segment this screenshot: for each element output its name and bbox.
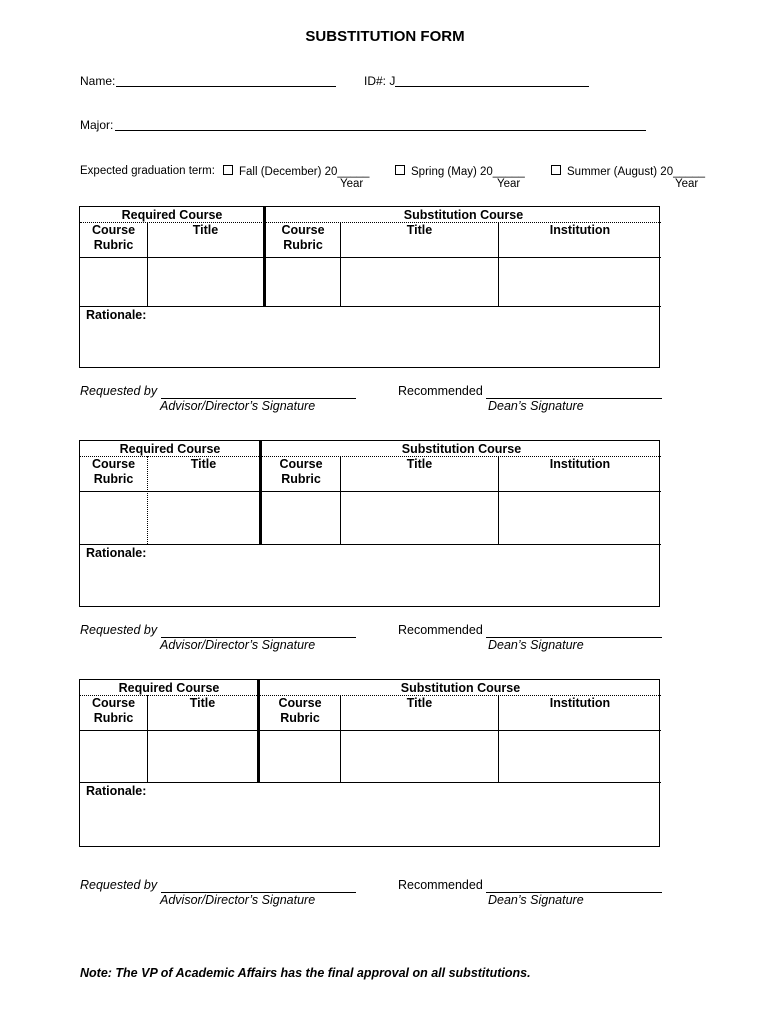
required-rubric-header: Course Rubric (91, 457, 136, 486)
term-fall-label: Fall (December) 20_____ (239, 166, 370, 178)
required-course-header: Required Course (118, 681, 220, 695)
summer-checkbox[interactable] (551, 165, 561, 175)
required-title-header: Title (189, 696, 216, 710)
course-table (79, 679, 660, 847)
advisor-signature-caption: Advisor/Director’s Signature (160, 399, 316, 413)
major-field[interactable] (115, 130, 646, 131)
required-title-header: Title (192, 223, 219, 237)
term-spring[interactable] (395, 165, 525, 178)
required-rubric-header: Course Rubric (91, 223, 136, 252)
advisor-signature-caption: Advisor/Director’s Signature (160, 893, 316, 907)
id-label: ID#: J (364, 74, 396, 88)
substitution-course-header: Substitution Course (401, 442, 522, 456)
recommended-label: Recommended (398, 623, 483, 637)
dean-signature-caption: Dean’s Signature (488, 893, 584, 907)
rationale-label: Rationale: (86, 784, 147, 798)
recommended-label: Recommended (398, 384, 483, 398)
substitution-rubric-header: Course Rubric (278, 696, 322, 725)
substitution-course-header: Substitution Course (403, 208, 524, 222)
substitution-institution-header: Institution (549, 696, 611, 710)
id-field[interactable] (395, 86, 589, 87)
required-rubric-header: Course Rubric (91, 696, 136, 725)
major-label: Major: (80, 118, 114, 132)
term-summer-label: Summer (August) 20_____ (567, 166, 706, 178)
term-summer[interactable] (551, 165, 705, 178)
term-fall[interactable] (223, 165, 369, 178)
course-table (79, 206, 660, 368)
required-title-header: Title (190, 457, 217, 471)
rationale-label: Rationale: (86, 308, 147, 322)
substitution-title-header: Title (406, 457, 433, 471)
requested-by-label: Requested by (80, 878, 158, 892)
name-field[interactable] (116, 86, 336, 87)
substitution-title-header: Title (406, 223, 433, 237)
advisor-signature-caption: Advisor/Director’s Signature (160, 638, 316, 652)
term-spring-year: Year (497, 178, 521, 190)
term-spring-label: Spring (May) 20_____ (411, 166, 525, 178)
dean-signature-caption: Dean’s Signature (488, 638, 584, 652)
dean-signature-caption: Dean’s Signature (488, 399, 584, 413)
substitution-rubric-header: Course Rubric (279, 457, 323, 486)
required-course-header: Required Course (119, 442, 221, 456)
approval-note: Note: The VP of Academic Affairs has the final approval on all substitutions. (80, 966, 531, 980)
requested-by-label: Requested by (80, 384, 158, 398)
rationale-label: Rationale: (86, 546, 147, 560)
fall-checkbox[interactable] (223, 165, 233, 175)
course-table (79, 440, 660, 607)
form-title: SUBSTITUTION FORM (305, 28, 465, 45)
requested-by-label: Requested by (80, 623, 158, 637)
substitution-institution-header: Institution (549, 457, 611, 471)
recommended-label: Recommended (398, 878, 483, 892)
substitution-rubric-header: Course Rubric (281, 223, 325, 252)
substitution-title-header: Title (406, 696, 433, 710)
term-summer-year: Year (675, 178, 699, 190)
graduation-term-label: Expected graduation term: (80, 165, 215, 177)
substitution-course-header: Substitution Course (400, 681, 521, 695)
required-course-header: Required Course (121, 208, 223, 222)
name-label: Name: (80, 74, 116, 88)
term-fall-year: Year (340, 178, 364, 190)
spring-checkbox[interactable] (395, 165, 405, 175)
substitution-institution-header: Institution (549, 223, 611, 237)
